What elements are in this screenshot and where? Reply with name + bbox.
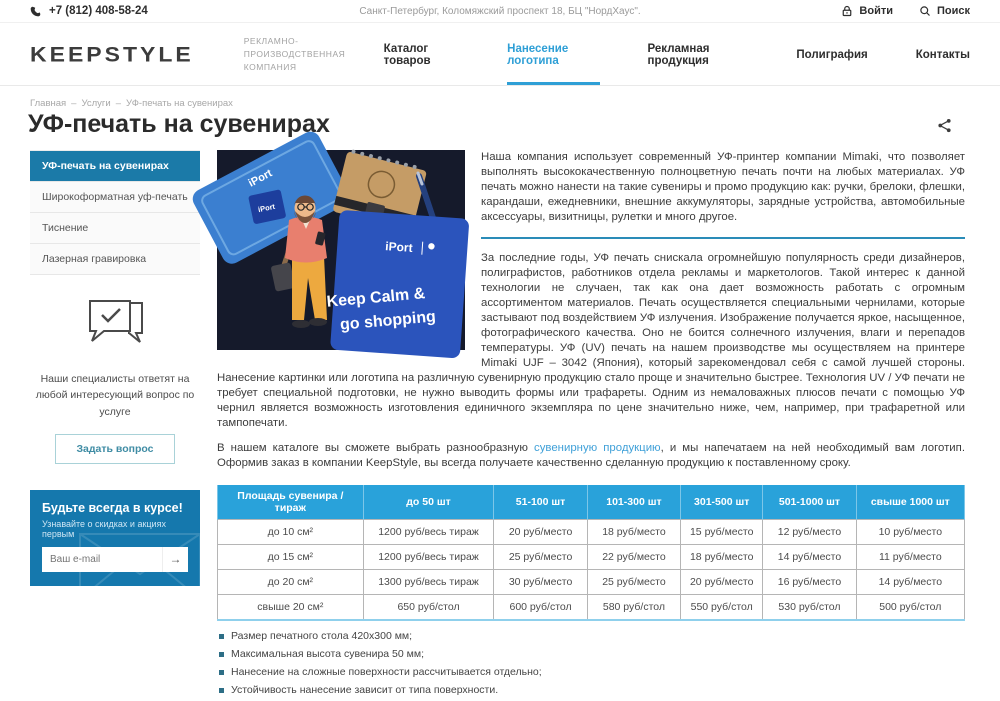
iport-logo-case: iPort — [246, 167, 275, 190]
ask-question-button[interactable]: Задать вопрос — [55, 434, 174, 464]
table-cell: 14 руб/место — [856, 570, 964, 595]
breadcrumb-current: УФ-печать на сувенирах — [125, 98, 233, 109]
top-bar — [0, 0, 1000, 23]
note-item: Размер печатного стола 420x300 мм; — [217, 629, 965, 643]
table-header-cell: 501-1000 шт — [763, 485, 856, 520]
table-cell: 11 руб/место — [856, 545, 964, 570]
nav-item-contacts[interactable]: Контакты — [915, 48, 970, 61]
table-cell: 580 руб/стол — [587, 595, 680, 621]
intro-paragraph: Наша компания использует современный УФ-принтер компании Mimaki, что позволяет выполнять высококачественную полноцветную печать почти на любых материалах. УФ печать можно нанести на такие сувениры и промо продукцию как: ручки, брелоки, флешки, карандаши, ежедневники, внешние аккумуляторы, зарядные устройства, автомобильные аксессуары, визитницы, рулетки и много другое. — [481, 151, 965, 223]
table-cell: 10 руб/место — [856, 520, 964, 545]
table-header-cell: 301-500 шт — [681, 485, 763, 520]
table-cell: до 10 см² — [218, 520, 364, 545]
share-icon[interactable] — [937, 118, 952, 138]
table-cell: 600 руб/стол — [494, 595, 587, 621]
photo-caption-line1: Keep Calm & — [326, 285, 426, 311]
company-tagline: РЕКЛАМНО-ПРОИЗВОДСТВЕННАЯ КОМПАНИЯ — [243, 36, 346, 72]
phone-icon — [30, 6, 41, 17]
table-cell: 500 руб/стол — [856, 595, 964, 621]
section-divider — [481, 237, 965, 239]
search-icon — [919, 5, 931, 17]
iport-logo-notebook: iPort — [384, 239, 414, 255]
breadcrumb: Главная – Услуги – УФ-печать на сувенирах — [30, 98, 233, 109]
pricing-table — [217, 485, 965, 621]
table-cell: 20 руб/место — [494, 520, 587, 545]
breadcrumb-home[interactable]: Главная — [30, 98, 67, 109]
newsletter-title: Будьте всегда в курсе! — [42, 500, 183, 515]
phone-link[interactable] — [30, 5, 148, 17]
body-paragraph: За последние годы, УФ печать снискала огромнейшую популярность среди дизайнеров, полиграфистов, работников отдела рекламы и маркетологов. Такой интерес к данной технологии не случаен, так как она дает возможность работать с огромным ассортиментом материалов. Печать осуществляется специальными чернилами, которые застывают под воздействием УФ излучения. Изображение получается яркое, насыщенное, фотографического качества. Оно не боится солнечного излучения, влаги и перепадов температуры. УФ (UV) печать на нашем производстве мы осуществляем на принтере Mimaki UJF – 3042 (Япония), который зарекомендовал себя с самой лучшей стороны. Нанесение картинки или логотипа на различную сувенирную продукцию стало проще и значительно быстрее. Технология UV / УФ печати не требует специальной подготовки, не нужно выводить формы или трафареты. Одним из немаловажных плюсов печати с помощью УФ чернил является возможность изготовления единичного экземпляра по цене значительно ниже, чем, например, при трафаретной или тампопечати. — [217, 252, 965, 429]
logo[interactable]: KEEPSTYLE — [30, 42, 194, 66]
nav-item-logo-printing[interactable]: Нанесение логотипа — [507, 24, 599, 85]
table-row — [218, 520, 965, 545]
nav-item-catalog[interactable]: Каталог товаров — [383, 42, 431, 67]
main-nav — [384, 24, 970, 85]
email-input[interactable] — [42, 547, 162, 572]
table-cell: 25 руб/место — [494, 545, 587, 570]
table-cell: 18 руб/место — [587, 520, 680, 545]
newsletter-subtitle: Узнавайте о скидках и акциях первым — [42, 518, 166, 539]
sidebar-item-uv-print[interactable]: УФ-печать на сувенирах — [30, 151, 200, 182]
photo-caption-line2: go shopping — [339, 308, 437, 334]
catalog-paragraph: В нашем каталоге вы сможете выбрать разнообразную сувенирную продукцию, и мы напечатаем на ней необходимый вам логотип. Оформив заказ в компании KeepStyle, вы всегда получаете качественно сделанную продукцию к поставленному сроку. — [217, 442, 965, 469]
table-header-cell: 51-100 шт — [494, 485, 587, 520]
address-text: Санкт-Петербург, Коломяжский проспект 18, БЦ "НордХаус". — [359, 5, 641, 17]
note-item: Нанесение на сложные поверхности рассчитывается отдельно; — [217, 665, 965, 679]
table-cell: 530 руб/стол — [763, 595, 856, 621]
table-row — [218, 595, 965, 621]
breadcrumb-services[interactable]: Услуги — [81, 98, 111, 109]
search-button[interactable] — [919, 5, 970, 17]
table-cell: до 20 см² — [218, 570, 364, 595]
table-cell: 16 руб/место — [763, 570, 856, 595]
table-cell: 550 руб/стол — [681, 595, 763, 621]
notes-list — [217, 629, 965, 697]
table-cell: 20 руб/место — [681, 570, 763, 595]
table-cell: 12 руб/место — [763, 520, 856, 545]
nav-item-promo-products[interactable]: Рекламная продукция — [647, 42, 710, 67]
table-cell: 1200 руб/весь тираж — [363, 520, 494, 545]
table-row — [218, 570, 965, 595]
newsletter-submit-arrow-icon[interactable]: → — [162, 547, 188, 572]
table-header-row — [218, 485, 965, 520]
souvenir-products-link[interactable]: сувенирную продукцию — [534, 442, 661, 454]
table-cell: 30 руб/место — [494, 570, 587, 595]
table-cell: 14 руб/место — [763, 545, 856, 570]
table-cell: 18 руб/место — [681, 545, 763, 570]
chat-check-icon — [30, 297, 200, 357]
newsletter-box — [30, 490, 200, 586]
help-box — [30, 297, 200, 464]
table-cell: до 15 см² — [218, 545, 364, 570]
login-label: Войти — [859, 5, 893, 17]
note-item: Максимальная высота сувенира 50 мм; — [217, 647, 965, 661]
product-photo — [217, 150, 465, 350]
lock-icon — [841, 5, 853, 17]
help-text: Наши специалисты ответят на любой интересующий вопрос по услуге — [35, 373, 195, 418]
iport-logo-box: iPort — [257, 201, 276, 215]
table-cell: 1300 руб/весь тираж — [363, 570, 494, 595]
table-header-cell: 101-300 шт — [587, 485, 680, 520]
sidebar-item-embossing[interactable]: Тиснение — [30, 213, 200, 244]
note-item: Устойчивость нанесение зависит от типа поверхности. — [217, 683, 965, 697]
main-content — [217, 150, 965, 701]
table-row — [218, 545, 965, 570]
sidebar-item-wide-format[interactable]: Широкоформатная уф-печать — [30, 182, 200, 213]
nav-item-polygraphy[interactable]: Полиграфия — [796, 48, 868, 61]
search-label: Поиск — [936, 5, 970, 17]
site-header — [0, 24, 1000, 86]
page-title: УФ-печать на сувенирах — [28, 110, 330, 138]
login-button[interactable] — [841, 5, 893, 17]
table-cell: 1200 руб/весь тираж — [363, 545, 494, 570]
table-cell: 25 руб/место — [587, 570, 680, 595]
table-cell: 650 руб/стол — [363, 595, 494, 621]
phone-number: +7 (812) 408-58-24 — [49, 5, 148, 17]
table-header-cell: до 50 шт — [363, 485, 494, 520]
sidebar-item-laser[interactable]: Лазерная гравировка — [30, 244, 200, 275]
table-header-cell: Площадь сувенира / тираж — [218, 485, 364, 520]
table-header-cell: свыше 1000 шт — [856, 485, 964, 520]
table-cell: 15 руб/место — [681, 520, 763, 545]
sidebar — [30, 150, 200, 586]
sidebar-menu — [30, 150, 200, 275]
table-cell: свыше 20 см² — [218, 595, 364, 621]
table-cell: 22 руб/место — [587, 545, 680, 570]
